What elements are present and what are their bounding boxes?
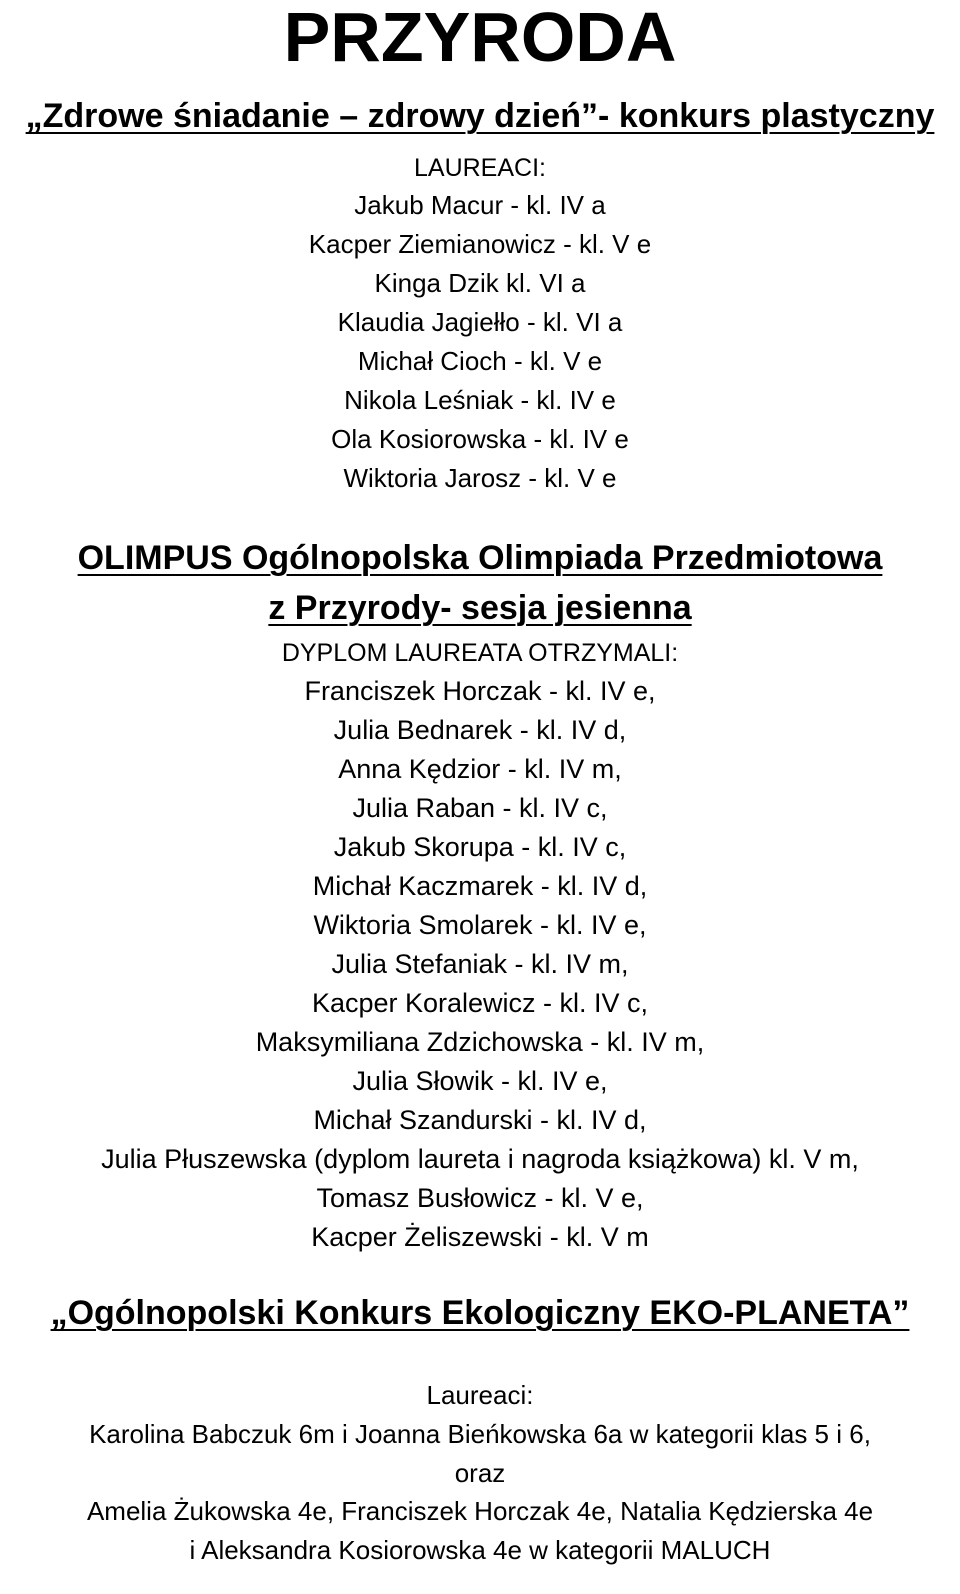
list-item: Jakub Skorupa - kl. IV c, [333, 832, 627, 862]
list-item: Michał Kaczmarek - kl. IV d, [312, 871, 648, 901]
list-item: Julia Raban - kl. IV c, [352, 793, 608, 823]
eko-laureates-list [0, 1415, 960, 1569]
list-item: Michał Cioch - kl. V e [357, 346, 603, 376]
list-item: i Aleksandra Kosiorowska 4e w kategorii MALUCH [189, 1534, 771, 1565]
list-item: Wiktoria Jarosz - kl. V e [343, 463, 617, 493]
list-item: Tomasz Busłowicz - kl. V e, [316, 1183, 644, 1213]
list-item: Kinga Dzik kl. VI a [374, 268, 586, 298]
list-item: Julia Bednarek - kl. IV d, [333, 715, 627, 745]
list-item: Michał Szandurski - kl. IV d, [313, 1105, 647, 1135]
list-item: Anna Kędzior - kl. IV m, [338, 754, 622, 784]
list-item: Klaudia Jagiełło - kl. VI a [337, 307, 623, 337]
list-item: Ola Kosiorowska - kl. IV e [331, 424, 629, 454]
list-item: Julia Słowik - kl. IV e, [352, 1066, 608, 1096]
list-item: Kacper Ziemianowicz - kl. V e [308, 229, 652, 259]
eko-laureates-label: Laureaci: [426, 1380, 534, 1410]
list-item: Nikola Leśniak - kl. IV e [344, 385, 616, 415]
list-item: Julia Stefaniak - kl. IV m, [331, 949, 629, 979]
diploma-label: DYPLOM LAUREATA OTRZYMALI: [281, 639, 679, 667]
diploma-list [0, 672, 960, 1257]
list-item: Kacper Koralewicz - kl. IV c, [311, 988, 649, 1018]
list-item: Wiktoria Smolarek - kl. IV e, [313, 910, 647, 940]
list-item: Karolina Babczuk 6m i Joanna Bieńkowska 6a w kategorii klas 5 i 6, [89, 1419, 871, 1449]
list-item: Franciszek Horczak - kl. IV e, [304, 676, 656, 706]
section-heading-eko-planeta: „Ogólnopolski Konkurs Ekologiczny EKO-PLANETA” [50, 1294, 910, 1332]
section-heading-contest: „Zdrowe śniadanie – zdrowy dzień”- konkurs plastyczny [25, 97, 935, 135]
list-item: Maksymiliana Zdzichowska - kl. IV m, [255, 1027, 705, 1057]
laureates-list [0, 186, 960, 498]
section-heading-olimpus-line1: OLIMPUS Ogólnopolska Olimpiada Przedmiotowa [77, 539, 883, 577]
list-item: oraz [454, 1457, 506, 1488]
section-heading-olimpus-line2: z Przyrody- sesja jesienna [268, 589, 692, 627]
list-item: Julia Płuszewska (dyplom laureta i nagroda książkowa) kl. V m, [101, 1144, 859, 1174]
list-item: Kacper Żeliszewski - kl. V m [311, 1222, 649, 1252]
list-item: Amelia Żukowska 4e, Franciszek Horczak 4e, Natalia Kędzierska 4e [86, 1496, 874, 1526]
list-item: Jakub Macur - kl. IV a [354, 190, 606, 220]
page-title: PRZYRODA [283, 0, 677, 76]
laureates-label: LAUREACI: [414, 154, 546, 182]
